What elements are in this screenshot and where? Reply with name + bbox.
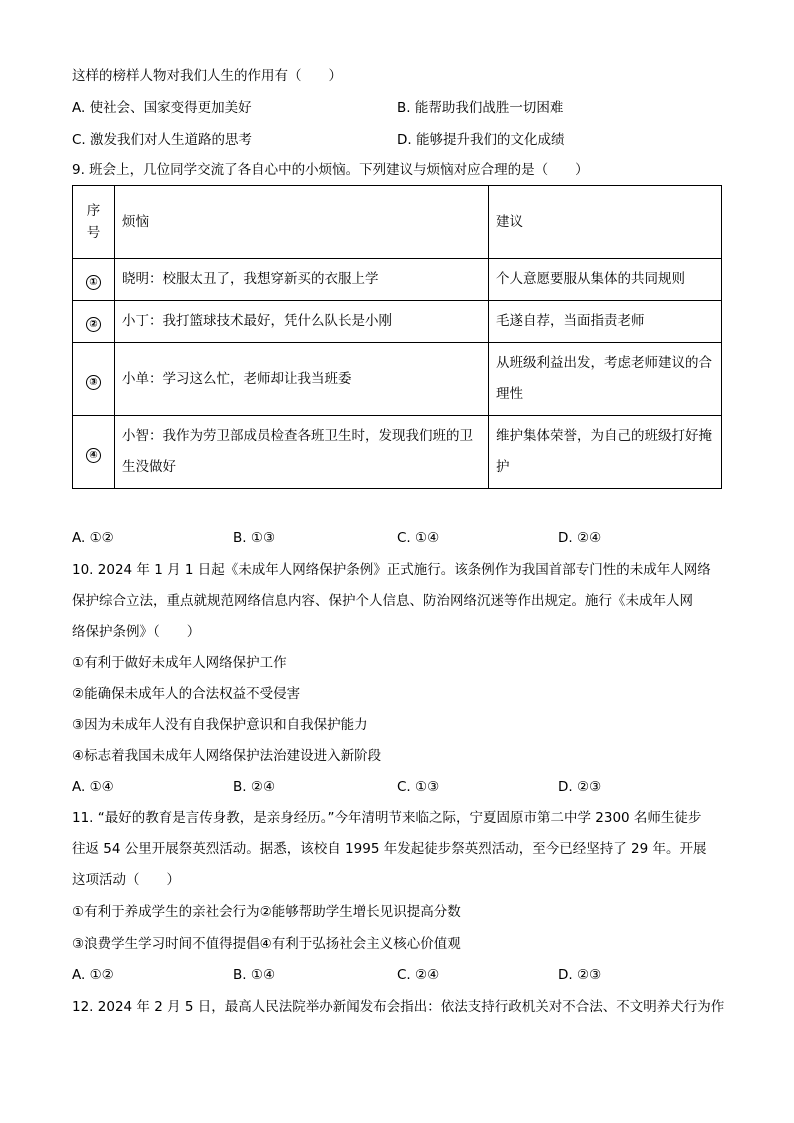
row-advice: 个人意愿要服从集体的共同规则 xyxy=(489,259,722,301)
q8-stem: 这样的榜样人物对我们人生的作用有（ ） xyxy=(72,68,342,84)
q11-option-c: C. ②④ xyxy=(397,967,440,983)
q10-option-d: D. ②③ xyxy=(558,779,602,795)
row-number-mark: ④ xyxy=(86,448,101,463)
table-header-row xyxy=(73,186,722,259)
header-number-text: 序号 xyxy=(86,203,101,241)
row-advice: 维护集体荣誉，为自己的班级打好掩护 xyxy=(489,416,722,489)
q9-option-d: D. ②④ xyxy=(558,530,602,546)
q10-stem-line-3: 络保护条例》（ ） xyxy=(72,624,201,640)
q9-option-b: B. ①③ xyxy=(233,530,276,546)
table-row xyxy=(73,301,722,343)
row-number xyxy=(73,416,115,489)
row-trouble: 小单：学习这么忙，老师却让我当班委 xyxy=(115,343,489,416)
q11-statements-2: ③浪费学生学习时间不值得提倡④有利于弘扬社会主义核心价值观 xyxy=(72,936,461,952)
q11-stem-line-2: 往返 54 公里开展祭英烈活动。据悉，该校自 1995 年发起徒步祭英烈活动，至今已经坚持了 29 年。开展 xyxy=(72,841,707,857)
q9-stem: 9. 班会上，几位同学交流了各自心中的小烦恼。下列建议与烦恼对应合理的是（ ） xyxy=(72,162,589,178)
q11-stem-line-3: 这项活动（ ） xyxy=(72,872,180,888)
row-trouble: 小丁：我打篮球技术最好，凭什么队长是小刚 xyxy=(115,301,489,343)
row-trouble: 小智：我作为劳卫部成员检查各班卫生时，发现我们班的卫生没做好 xyxy=(115,416,489,489)
q11-option-b: B. ①④ xyxy=(233,967,276,983)
q10-statement-4: ④标志着我国未成年人网络保护法治建设进入新阶段 xyxy=(72,748,382,764)
header-trouble: 烦恼 xyxy=(115,186,489,259)
q9-table xyxy=(72,185,722,489)
q10-stem-line-1: 10. 2024 年 1 月 1 日起《未成年人网络保护条例》正式施行。该条例作为我国首部专门性的未成年人网络 xyxy=(72,562,711,578)
row-number-mark: ② xyxy=(86,317,101,332)
q11-option-d: D. ②③ xyxy=(558,967,602,983)
q10-statement-3: ③因为未成年人没有自我保护意识和自我保护能力 xyxy=(72,717,368,733)
row-number-mark: ① xyxy=(86,275,101,290)
header-advice: 建议 xyxy=(489,186,722,259)
q10-statement-2: ②能确保未成年人的合法权益不受侵害 xyxy=(72,686,301,702)
q10-option-c: C. ①③ xyxy=(397,779,440,795)
table-row xyxy=(73,416,722,489)
q10-option-a: A. ①④ xyxy=(72,779,114,795)
q8-option-b: B. 能帮助我们战胜一切困难 xyxy=(397,100,564,116)
row-advice: 毛遂自荐，当面指责老师 xyxy=(489,301,722,343)
q10-statement-1: ①有利于做好未成年人网络保护工作 xyxy=(72,655,287,671)
q9-option-a: A. ①② xyxy=(72,530,114,546)
row-number-mark: ③ xyxy=(86,375,101,390)
q11-stem-line-1: 11. “最好的教育是言传身教，是亲身经历。”今年清明节来临之际，宁夏固原市第二中学 2300 名师生徒步 xyxy=(72,810,702,826)
row-number xyxy=(73,259,115,301)
q8-option-d: D. 能够提升我们的文化成绩 xyxy=(397,132,565,148)
q8-option-c: C. 激发我们对人生道路的思考 xyxy=(72,132,253,148)
row-number xyxy=(73,301,115,343)
table-row xyxy=(73,259,722,301)
q8-option-a: A. 使社会、国家变得更加美好 xyxy=(72,100,252,116)
row-trouble: 晓明：校服太丑了，我想穿新买的衣服上学 xyxy=(115,259,489,301)
header-number xyxy=(73,186,115,259)
row-advice: 从班级利益出发，考虑老师建议的合理性 xyxy=(489,343,722,416)
q12-stem-line-1: 12. 2024 年 2 月 5 日，最高人民法院举办新闻发布会指出：依法支持行政机关对不合法、不文明养犬行为作 xyxy=(72,999,725,1015)
table-row xyxy=(73,343,722,416)
q11-statements-1: ①有利于养成学生的亲社会行为②能够帮助学生增长见识提高分数 xyxy=(72,904,461,920)
q10-option-b: B. ②④ xyxy=(233,779,276,795)
q10-stem-line-2: 保护综合立法，重点就规范网络信息内容、保护个人信息、防治网络沉迷等作出规定。施行《未成年人网 xyxy=(72,593,693,609)
row-number xyxy=(73,343,115,416)
q9-option-c: C. ①④ xyxy=(397,530,440,546)
q11-option-a: A. ①② xyxy=(72,967,114,983)
